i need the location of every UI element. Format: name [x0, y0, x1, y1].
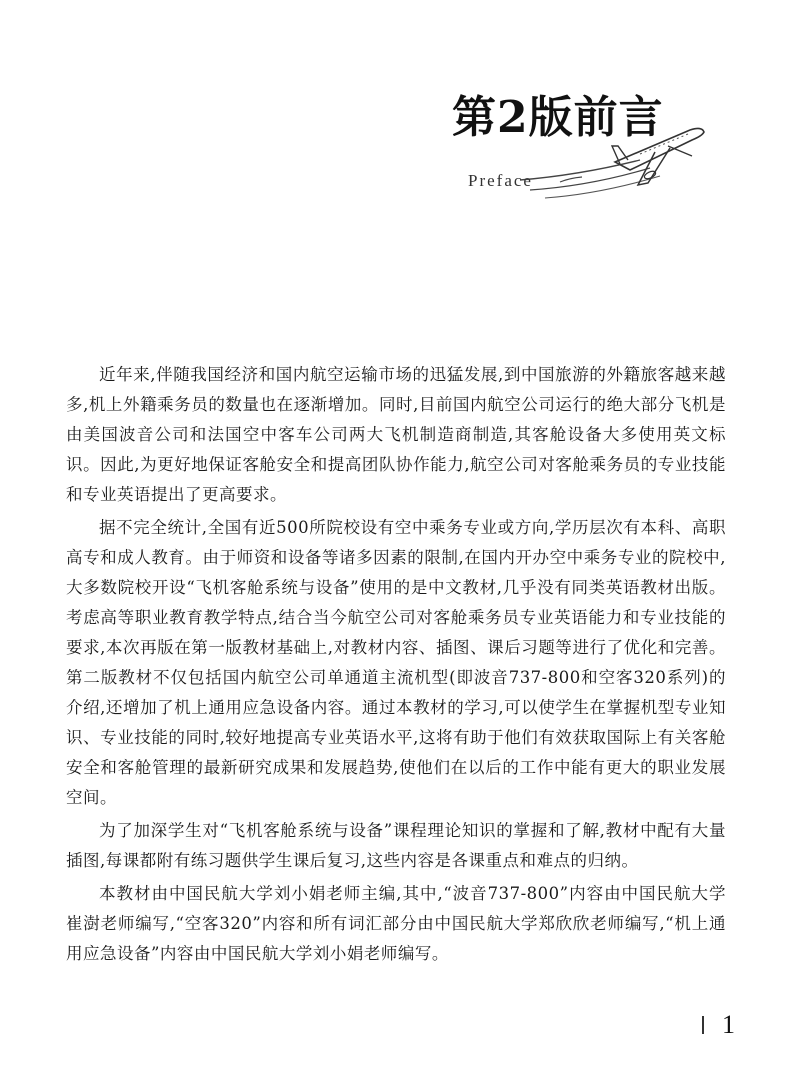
page-footer	[702, 1010, 735, 1040]
paragraph: 据不完全统计,全国有近500所院校设有空中乘务专业或方向,学历层次有本科、高职高专和成人教育。由于师资和设备等诸多因素的限制,在国内开办空中乘务专业的院校中,大多数院校开设“飞机客舱系统与设备”使用的是中文教材,几乎没有同类英语教材出版。考虑高等职业教育教学特点,结合当今航空公司对客舱乘务员专业英语能力和专业技能的要求,本次再版在第一版教材基础上,对教材内容、插图、课后习题等进行了优化和完善。第二版教材不仅包括国内航空公司单通道主流机型(即波音737-800和空客320系列)的介绍,还增加了机上通用应急设备内容。通过本教材的学习,可以使学生在掌握机型专业知识、专业技能的同时,较好地提高专业英语水平,这将有助于他们有效获取国际上有关客舱安全和客舱管理的最新研究成果和发展趋势,使他们在以后的工作中能有更大的职业发展空间。	[66, 518, 726, 807]
paragraph: 为了加深学生对“飞机客舱系统与设备”课程理论知识的掌握和了解,教材中配有大量插图,每课都附有练习题供学生课后复习,这些内容是各课重点和难点的归纳。	[66, 821, 726, 870]
preface-body	[66, 360, 726, 972]
paragraph: 本教材由中国民航大学刘小娟老师主编,其中,“波音737-800”内容由中国民航大学崔澍老师编写,“空客320”内容和所有词汇部分由中国民航大学郑欣欣老师编写,“机上通用应急设备”内容由中国民航大学刘小娟老师编写。	[66, 884, 726, 963]
footer-divider	[702, 1016, 704, 1034]
page-number: 1	[722, 1010, 735, 1039]
page-subtitle: Preface	[468, 171, 533, 190]
paragraph: 近年来,伴随我国经济和国内航空运输市场的迅猛发展,到中国旅游的外籍旅客越来越多,机上外籍乘务员的数量也在逐渐增加。同时,目前国内航空公司运行的绝大部分飞机是由美国波音公司和法国空中客车公司两大飞机制造商制造,其客舱设备大多使用英文标识。因此,为更好地保证客舱安全和提高团队协作能力,航空公司对客舱乘务员的专业技能和专业英语提出了更高要求。	[66, 365, 726, 504]
page-title: 第2版前言	[452, 92, 664, 143]
airplane-icon	[520, 120, 710, 210]
